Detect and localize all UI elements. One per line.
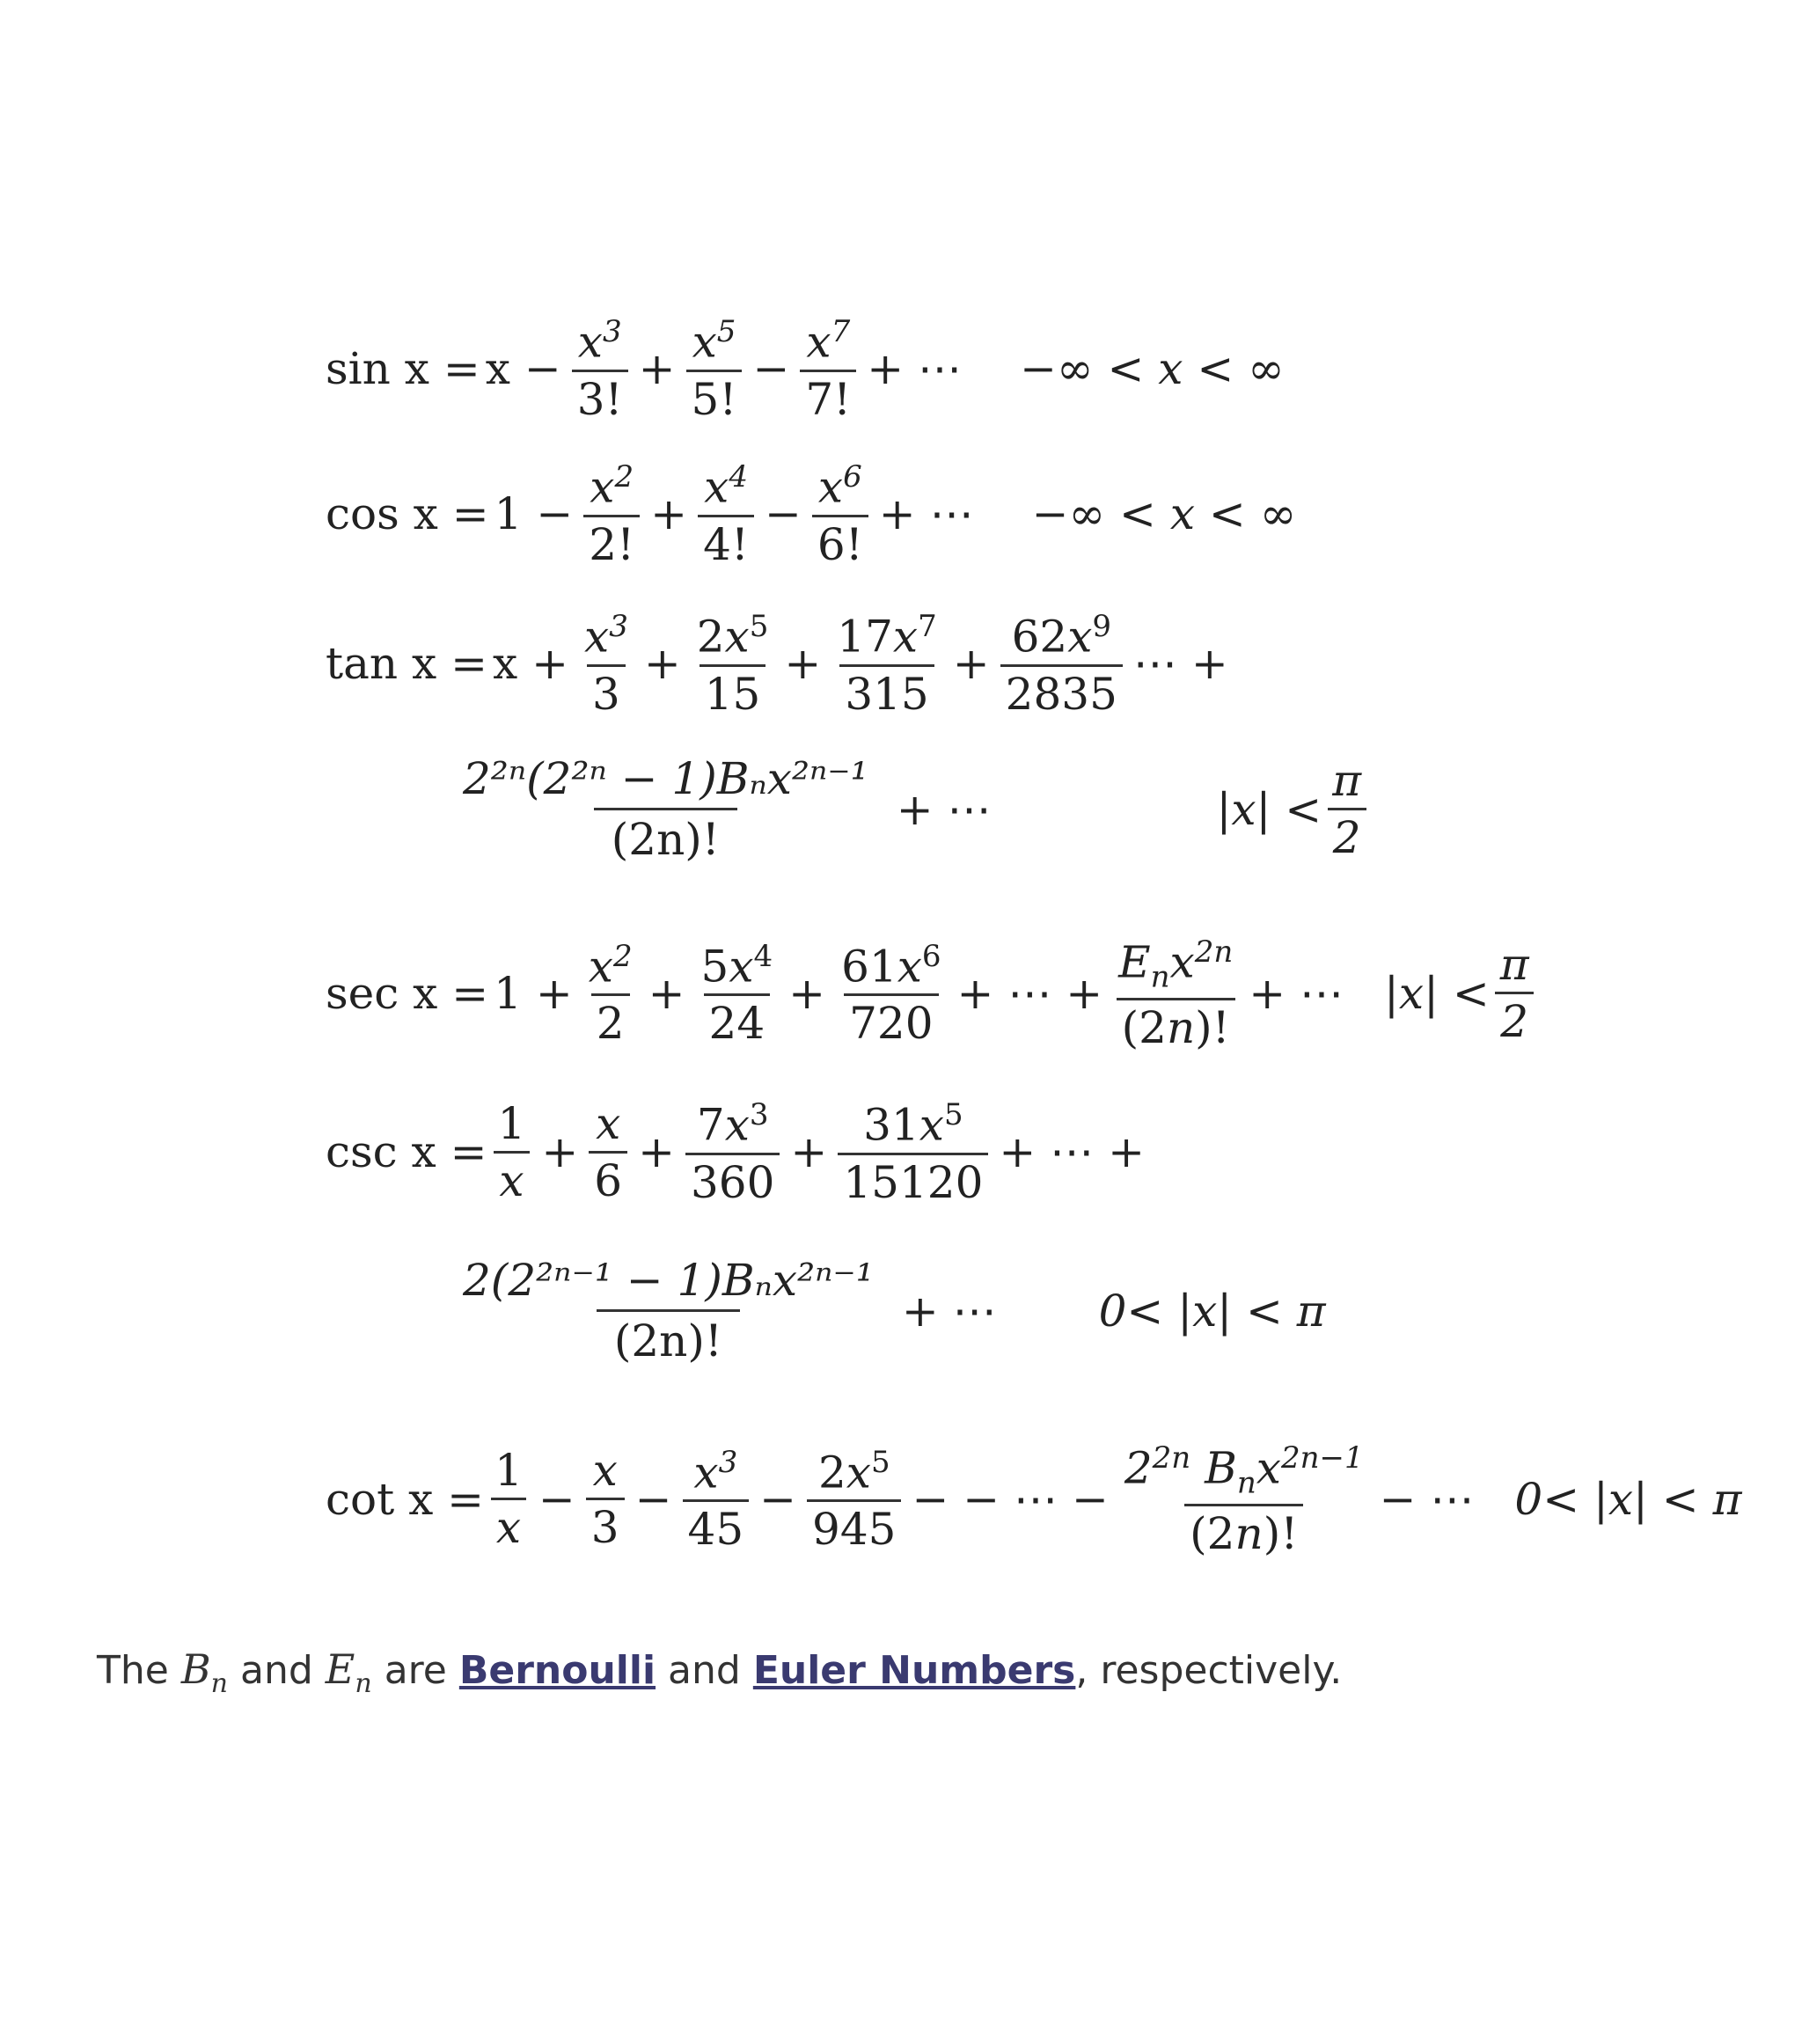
csc-tail: + ⋯ (901, 1285, 997, 1337)
tan-lhs: tan x = (326, 638, 487, 690)
cos-op-2: − (764, 488, 802, 540)
csc-fraction-3: $\frac{7x^3}{360}$ (685, 1100, 780, 1205)
csc-series (326, 1097, 1150, 1208)
tan-tail: + ⋯ (896, 783, 992, 835)
tan-fraction-1: $\frac{x^3}{3}$ (583, 609, 628, 720)
cos-fraction-2: $\frac{x^4}{4!}$ (698, 462, 754, 567)
cot-series (326, 1440, 1742, 1559)
tan-continuation: ⋯ + (1132, 638, 1228, 690)
tan-op-1: + (643, 638, 681, 690)
cos-tail: + ⋯ (878, 488, 974, 540)
sec-condition: |x| < $\frac{\pi}{2}$ (1384, 942, 1540, 1044)
tan-general-term (440, 753, 1372, 865)
cot-op-2: − (634, 1473, 672, 1525)
cot-tail: − ⋯ (1379, 1473, 1475, 1525)
cot-fraction-5: $\frac{2^{2n} B_nx^{2n-1}}{(2n)!}$ (1124, 1440, 1364, 1559)
tan-condition: |x| < $\frac{\pi}{2}$ (1217, 758, 1373, 860)
csc-fraction-2: $\frac{x}{6}$ (589, 1102, 627, 1203)
sec-op-2: + (788, 967, 826, 1019)
sin-fraction-1: $\frac{x^3}{3!}$ (572, 317, 628, 421)
sin-tail: + ⋯ (867, 343, 963, 395)
tan-op-2: + (784, 638, 822, 690)
cos-condition: −∞ < x < ∞ (1031, 488, 1297, 540)
cos-lhs: cos x = (326, 488, 489, 540)
csc-op-3: + (790, 1126, 828, 1178)
sec-fraction-1: $\frac{x^2}{2}$ (588, 938, 633, 1050)
tan-term-0: x + (492, 638, 568, 690)
sin-term-0: x − (485, 343, 561, 395)
sec-op-3: + ⋯ + (956, 967, 1103, 1019)
tan-fraction-3: $\frac{17x^7}{315}$ (837, 609, 937, 720)
euler-numbers-link[interactable]: Euler Numbers (752, 1648, 1076, 1693)
sin-condition: −∞ < x < ∞ (1020, 343, 1285, 395)
csc-continuation: + ⋯ + (999, 1126, 1145, 1178)
csc-general-fraction: $\frac{\text{2(2²ⁿ⁻¹ − 1)Bₙx²ⁿ⁻¹}}{(2n)!}$ (463, 1255, 874, 1366)
cot-op-3: − (759, 1473, 797, 1525)
cos-op-1: + (650, 488, 688, 540)
csc-condition: 0< |x| < π (1098, 1285, 1326, 1337)
cot-fraction-1: $\frac{1}{x}$ (489, 1448, 528, 1549)
cot-fraction-2: $\frac{x}{3}$ (586, 1448, 625, 1549)
tan-fraction-4: $\frac{62x^9}{2835}$ (1000, 612, 1123, 716)
tan-op-3: + (952, 638, 990, 690)
sin-series (326, 314, 1285, 425)
sec-tail: + ⋯ (1249, 967, 1344, 1019)
sin-lhs: sin x = (326, 343, 480, 395)
sec-fraction-3: $\frac{61x^6}{720}$ (841, 938, 941, 1050)
footer-note: The $B_n$ and $E_n$ are Bernoulli and Euler Numbers, respectively. (97, 1645, 1343, 1700)
csc-op-2: + (638, 1126, 675, 1178)
csc-op-1: + (541, 1126, 579, 1178)
cos-fraction-3: $\frac{x^6}{6!}$ (812, 462, 868, 567)
csc-fraction-4: $\frac{31x^5}{15120}$ (838, 1100, 988, 1205)
sin-op-2: − (752, 343, 790, 395)
tan-fraction-2: $\frac{2x^5}{15}$ (696, 609, 769, 720)
sec-series (326, 934, 1540, 1053)
bernoulli-symbol: $B_n$ (180, 1645, 228, 1700)
bernoulli-link[interactable]: Bernoulli (458, 1648, 656, 1693)
sec-op-1: + (648, 967, 685, 1019)
cot-op-4: − − ⋯ − (912, 1473, 1109, 1525)
cot-fraction-4: $\frac{2x^5}{945}$ (807, 1447, 901, 1552)
csc-fraction-1: $\frac{1}{x}$ (493, 1102, 531, 1203)
sin-op-1: + (638, 343, 676, 395)
csc-general-term (440, 1255, 1326, 1366)
sec-lhs: sec x = (326, 967, 489, 1019)
sec-fraction-4: $\frac{E_nx^{2n}}{(2n)!}$ (1113, 937, 1238, 1050)
csc-lhs: csc x = (326, 1126, 487, 1178)
sec-term-0: 1 + (494, 967, 573, 1019)
euler-symbol: $E_n$ (325, 1645, 372, 1700)
tan-series (326, 609, 1234, 720)
cos-fraction-1: $\frac{x^2}{2!}$ (583, 462, 640, 567)
cot-condition: 0< |x| < π (1514, 1473, 1742, 1525)
tan-general-fraction: $\frac{\text{2²ⁿ(2²ⁿ − 1)Bₙx²ⁿ⁻¹}}{(2n)!}$ (463, 753, 868, 865)
sin-fraction-2: $\frac{x^5}{5!}$ (686, 317, 743, 421)
sec-fraction-2: $\frac{5x^4}{24}$ (700, 938, 773, 1050)
cos-series (326, 459, 1297, 570)
cos-term-0: 1 − (494, 488, 574, 540)
cot-op-1: − (538, 1473, 575, 1525)
sin-fraction-3: $\frac{x^7}{7!}$ (800, 317, 856, 421)
cot-lhs: cot x = (326, 1473, 485, 1525)
cot-fraction-3: $\frac{x^3}{45}$ (683, 1447, 750, 1552)
